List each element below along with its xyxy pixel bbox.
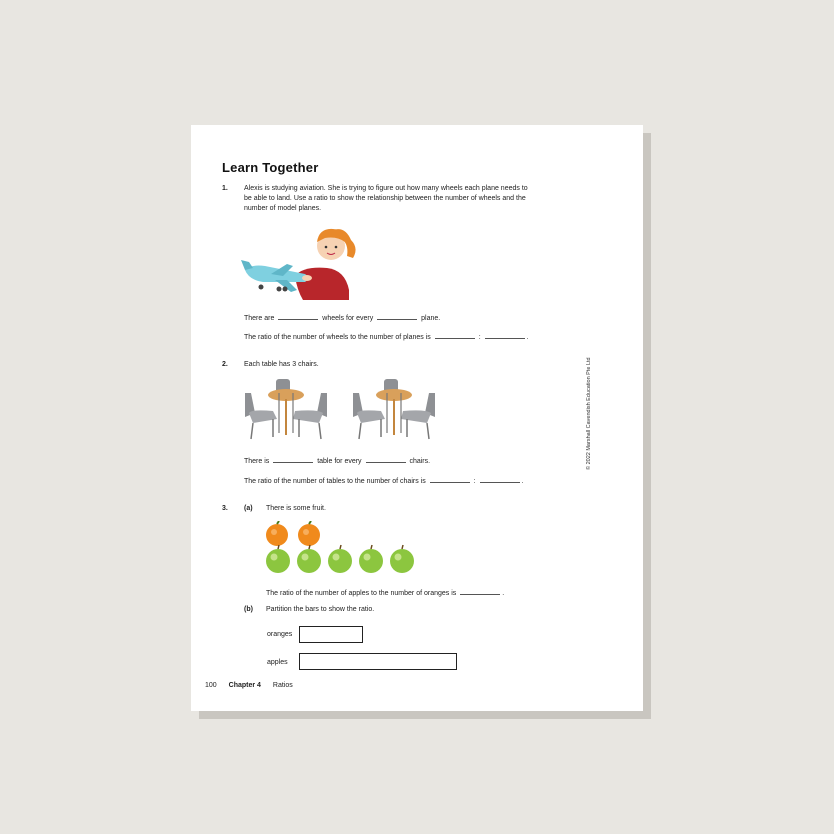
tables-and-chairs-illustration <box>243 377 443 445</box>
q2-number: 2. <box>222 361 228 368</box>
q1-sentence-1 <box>244 312 440 324</box>
workbook-page <box>191 125 643 711</box>
q3b-label: (b) <box>244 606 253 613</box>
q1-s1-part-b: wheels for every <box>322 315 374 322</box>
girl-with-plane-illustration <box>241 218 371 303</box>
q2-s1-part-b: table for every <box>317 458 362 465</box>
q2-blank-ratio-2[interactable] <box>480 475 520 483</box>
apple-2 <box>297 545 321 573</box>
footer-page-number: 100 <box>205 682 217 689</box>
q1-s1-part-c: plane. <box>421 315 441 322</box>
q2-s1-part-c: chairs. <box>409 458 431 465</box>
q1-text <box>244 184 594 214</box>
bar-apples[interactable] <box>299 653 457 670</box>
page-footer <box>205 682 303 689</box>
q2-text: Each table has 3 chairs. <box>244 361 319 368</box>
bar-label-oranges: oranges <box>267 631 293 638</box>
q2-s2-colon: : <box>473 478 476 485</box>
q1-text-line-2: be able to land. Use a ratio to show the relationship between the number of wheels and the <box>244 195 526 202</box>
page-heading: Learn Together <box>222 160 319 175</box>
q3a-label: (a) <box>244 505 253 512</box>
apple-1 <box>266 545 290 573</box>
q2-blank-chairs[interactable] <box>366 455 406 463</box>
q3a-sentence-end: . <box>502 590 505 597</box>
q2-sentence-1 <box>244 455 430 467</box>
orange-1 <box>266 521 288 546</box>
q1-sentence-2 <box>244 331 529 343</box>
bar-label-apples: apples <box>267 659 288 666</box>
q1-s1-part-a: There are <box>244 315 275 322</box>
copyright-notice: © 2022 Marshall Cavendish Education Pte Ltd <box>586 357 592 470</box>
q2-s1-part-a: There is <box>244 458 270 465</box>
q1-blank-wheels[interactable] <box>278 312 318 320</box>
q1-blank-ratio-1[interactable] <box>435 331 475 339</box>
q2-blank-table[interactable] <box>273 455 313 463</box>
footer-chapter: Chapter 4 <box>228 682 261 689</box>
apple-5 <box>390 545 414 573</box>
q1-number: 1. <box>222 185 228 192</box>
table-set-2 <box>353 379 435 439</box>
q1-blank-plane[interactable] <box>377 312 417 320</box>
q3a-blank-ratio[interactable] <box>460 587 500 595</box>
orange-2 <box>298 521 320 546</box>
q1-text-line-3: number of model planes. <box>244 205 322 212</box>
q2-s2-end: . <box>521 478 524 485</box>
footer-topic: Ratios <box>272 682 293 689</box>
fruit-illustration <box>263 521 423 575</box>
q2-s2-part-a: The ratio of the number of tables to the number of chairs is <box>244 478 426 485</box>
q3a-sentence-text: The ratio of the number of apples to the number of oranges is <box>266 590 457 597</box>
q2-sentence-2 <box>244 475 523 487</box>
q1-s2-end: . <box>526 334 529 341</box>
q1-text-line-1: Alexis is studying aviation. She is trying to figure out how many wheels each plane needs to <box>244 185 528 192</box>
q1-blank-ratio-2[interactable] <box>485 331 525 339</box>
q2-blank-ratio-1[interactable] <box>430 475 470 483</box>
apple-3 <box>328 545 352 573</box>
q3a-sentence <box>266 587 504 599</box>
q3-number: 3. <box>222 505 228 512</box>
q3b-text: Partition the bars to show the ratio. <box>266 606 375 613</box>
q1-s2-colon: : <box>478 334 481 341</box>
apple-4 <box>359 545 383 573</box>
bar-oranges[interactable] <box>299 626 363 643</box>
q3a-text: There is some fruit. <box>266 505 326 512</box>
table-set-1 <box>245 379 327 439</box>
q1-s2-part-a: The ratio of the number of wheels to the number of planes is <box>244 334 431 341</box>
